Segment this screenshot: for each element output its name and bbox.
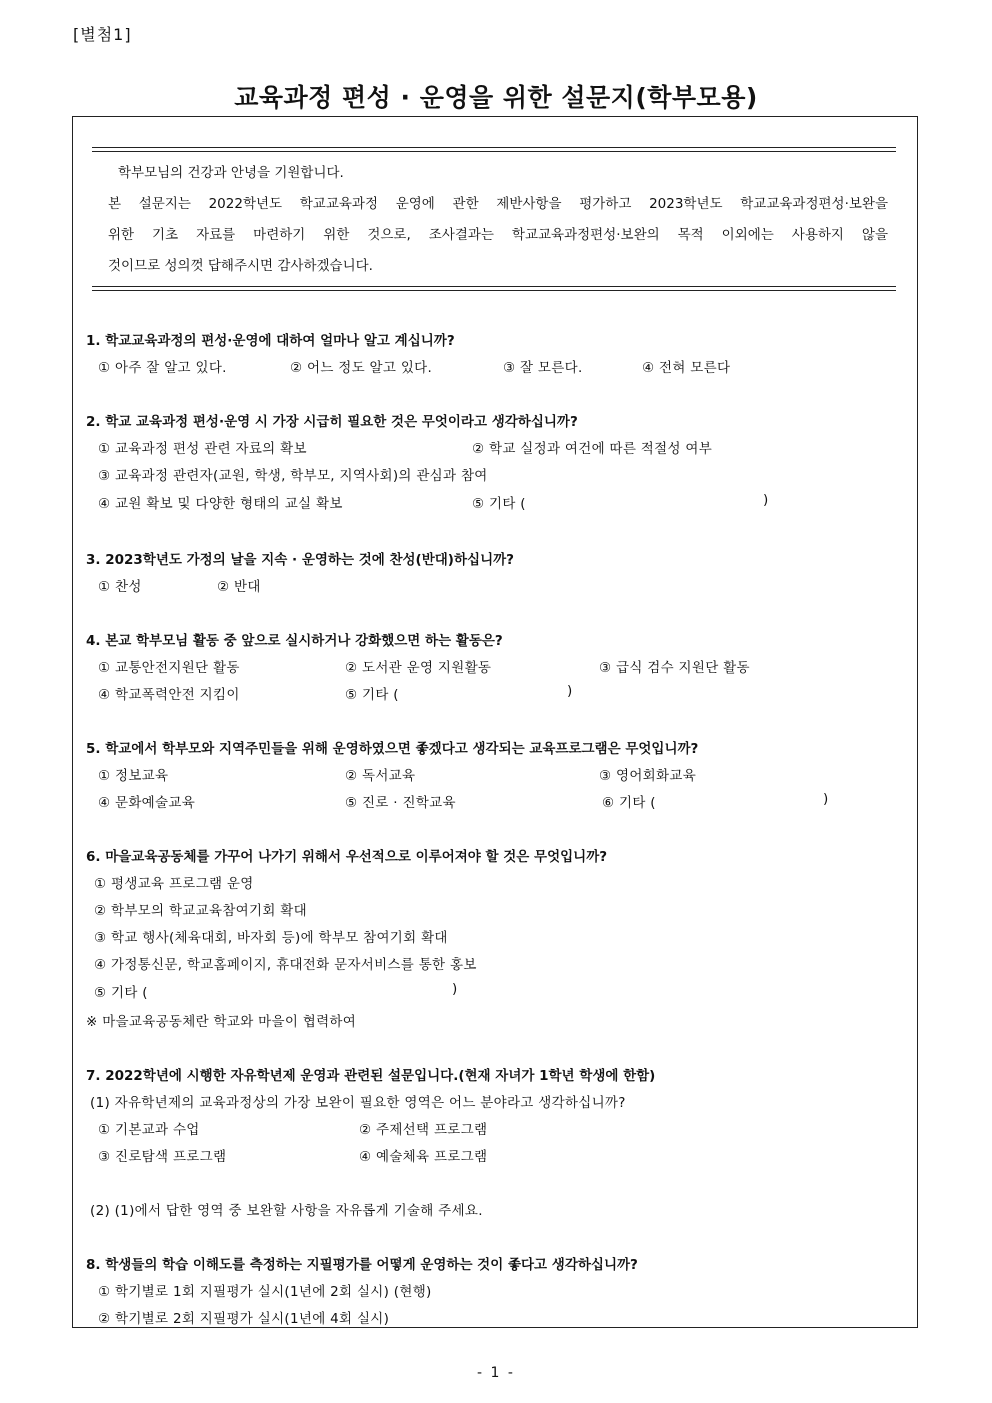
q7-option-4[interactable]: ④ 예술체육 프로그램 — [359, 1149, 488, 1165]
intro-line-1: 학부모님의 건강과 안녕을 기원합니다. — [118, 165, 344, 181]
q8-option-2[interactable]: ② 학기별로 2회 지필평가 실시(1년에 4회 실시) — [98, 1311, 390, 1327]
q3-option-1[interactable]: ① 찬성 — [98, 579, 142, 595]
q6-option-5[interactable]: ⑤ 기타 ( — [94, 985, 148, 1001]
q4-option-4[interactable]: ④ 학교폭력안전 지킴이 — [98, 687, 240, 703]
q4-option-2[interactable]: ② 도서관 운영 지원활동 — [345, 660, 492, 676]
q7-sub-question-2: (2) (1)에서 답한 영역 중 보완할 사항을 자유롭게 기술해 주세요. — [90, 1203, 483, 1219]
intro-line-3: 위한 기초 자료를 마련하기 위한 것으로, 조사결과는 학교교육과정편성·보완의 목적 이외에는 사용하지 않을 — [108, 227, 888, 243]
q7-option-1[interactable]: ① 기본교과 수업 — [98, 1122, 200, 1138]
question-4-title: 4. 본교 학부모님 활동 중 앞으로 실시하거나 강화했으면 하는 활동은? — [86, 633, 503, 649]
q2-option-4[interactable]: ④ 교원 확보 및 다양한 형태의 교실 확보 — [98, 496, 343, 512]
question-7-title: 7. 2022학년에 시행한 자유학년제 운영과 관련된 설문입니다.(현재 자녀가 1학년 학생에 한함) — [86, 1068, 656, 1084]
q4-option-5[interactable]: ⑤ 기타 ( — [345, 687, 399, 703]
q6-option-4[interactable]: ④ 가정통신문, 학교홈페이지, 휴대전화 문자서비스를 통한 홍보 — [94, 957, 477, 973]
q7-option-3[interactable]: ③ 진로탐색 프로그램 — [98, 1149, 227, 1165]
intro-box — [108, 158, 888, 282]
q2-option-2[interactable]: ② 학교 실정과 여건에 따른 적절성 여부 — [472, 441, 713, 457]
q7-option-2[interactable]: ② 주제선택 프로그램 — [359, 1122, 488, 1138]
q5-option-6[interactable]: ⑥ 기타 ( — [602, 795, 656, 811]
q6-note: ※ 마을교육공동체란 학교와 마을이 협력하여 — [86, 1014, 357, 1030]
q8-option-1[interactable]: ① 학기별로 1회 지필평가 실시(1년에 2회 실시) (현행) — [98, 1284, 432, 1300]
q7-sub-question-1: (1) 자유학년제의 교육과정상의 가장 보완이 필요한 영역은 어느 분야라고 생각하십니까? — [90, 1095, 626, 1111]
question-6-title: 6. 마을교육공동체를 가꾸어 나가기 위해서 우선적으로 이루어져야 할 것은 무엇입니까? — [86, 849, 608, 865]
question-3-title: 3. 2023학년도 가정의 날을 지속 · 운영하는 것에 찬성(반대)하십니까? — [86, 552, 514, 568]
q2-option-5-close: ) — [763, 492, 769, 508]
question-8-title: 8. 학생들의 학습 이해도를 측정하는 지필평가를 어떻게 운영하는 것이 좋다고 생각하십니까? — [86, 1257, 638, 1273]
survey-title: 교육과정 편성 · 운영을 위한 설문지(학부모용) — [234, 83, 758, 112]
q2-option-1[interactable]: ① 교육과정 편성 관련 자료의 확보 — [98, 441, 307, 457]
intro-line-4: 것이므로 성의껏 답해주시면 감사하겠습니다. — [108, 258, 373, 274]
q1-option-1[interactable]: ① 아주 잘 알고 있다. — [98, 360, 227, 376]
page-number: - 1 - — [477, 1365, 515, 1381]
q1-option-2[interactable]: ② 어느 정도 알고 있다. — [290, 360, 433, 376]
q2-option-3[interactable]: ③ 교육과정 관련자(교원, 학생, 학부모, 지역사회)의 관심과 참여 — [98, 468, 488, 484]
attachment-label: [별첨1] — [73, 25, 132, 44]
question-2-title: 2. 학교 교육과정 편성·운영 시 가장 시급히 필요한 것은 무엇이라고 생각하십니까? — [86, 414, 578, 430]
q1-option-4[interactable]: ④ 전혀 모른다 — [642, 360, 731, 376]
q4-option-1[interactable]: ① 교통안전지원단 활동 — [98, 660, 240, 676]
q5-option-4[interactable]: ④ 문화예술교육 — [98, 795, 196, 811]
q3-option-2[interactable]: ② 반대 — [217, 579, 261, 595]
bottom-double-rule — [92, 286, 896, 291]
q5-option-5[interactable]: ⑤ 진로 · 진학교육 — [345, 795, 456, 811]
top-double-rule — [92, 147, 896, 152]
q6-option-5-close: ) — [452, 981, 458, 997]
q5-option-1[interactable]: ① 정보교육 — [98, 768, 169, 784]
q5-option-3[interactable]: ③ 영어회화교육 — [599, 768, 697, 784]
q6-option-3[interactable]: ③ 학교 행사(체육대회, 바자회 등)에 학부모 참여기회 확대 — [94, 930, 448, 946]
q5-option-6-close: ) — [823, 791, 829, 807]
q6-option-2[interactable]: ② 학부모의 학교교육참여기회 확대 — [94, 903, 307, 919]
q4-option-5-close: ) — [567, 683, 573, 699]
q1-option-3[interactable]: ③ 잘 모른다. — [503, 360, 583, 376]
question-1-title: 1. 학교교육과정의 편성·운영에 대하여 얼마나 알고 계십니까? — [86, 333, 455, 349]
q2-option-5[interactable]: ⑤ 기타 ( — [472, 496, 526, 512]
intro-line-2: 본 설문지는 2022학년도 학교교육과정 운영에 관한 제반사항을 평가하고 2023학년도 학교교육과정편성·보완을 — [108, 196, 888, 212]
q5-option-2[interactable]: ② 독서교육 — [345, 768, 416, 784]
question-5-title: 5. 학교에서 학부모와 지역주민들을 위해 운영하였으면 좋겠다고 생각되는 교육프로그램은 무엇입니까? — [86, 741, 699, 757]
q4-option-3[interactable]: ③ 급식 검수 지원단 활동 — [599, 660, 750, 676]
q6-option-1[interactable]: ① 평생교육 프로그램 운영 — [94, 876, 254, 892]
